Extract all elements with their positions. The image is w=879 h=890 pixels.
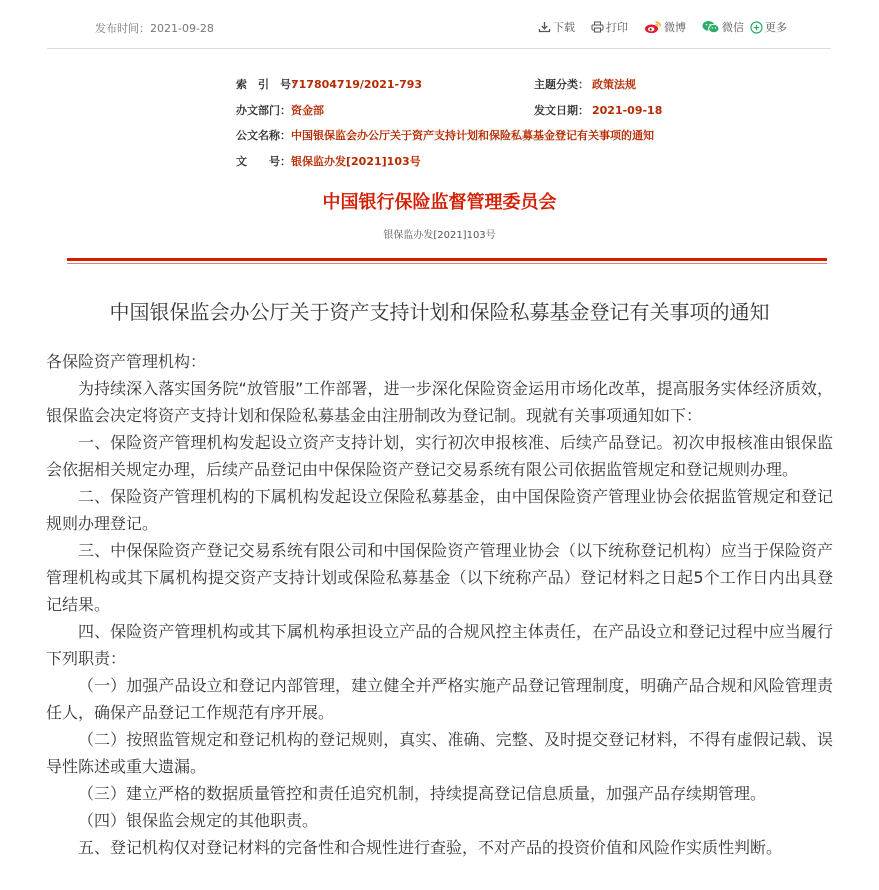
meta-label: 公文名称： (236, 129, 291, 142)
meta-value: 资金部 (291, 104, 324, 117)
issuing-organization: 中国银行保险监督管理委员会 (322, 192, 557, 213)
meta-value: 717804719/2021-793 (291, 78, 423, 91)
body-paragraph: 三、中保保险资产登记交易系统有限公司和中国保险资产管理业协会（以下统称登记机构）应当于保险资产管理机构或其下属机构提交资产支持计划或保险私募基金（以下统称产品）登记材料之日起5个工作日内出具登记结果。 (46, 541, 833, 614)
download-label: 下载 (553, 21, 575, 34)
publish-time: 发布时间：2021-09-28 (95, 22, 214, 35)
meta-label: 办文部门： (236, 104, 291, 117)
meta-issue-date (534, 102, 662, 118)
salutation: 各保险资产管理机构： (46, 352, 207, 371)
red-divider-thin (67, 263, 827, 264)
document-number: 银保监办发[2021]103号 (383, 230, 496, 241)
top-bar (47, 0, 831, 49)
more-share-button[interactable] (750, 19, 787, 35)
wechat-icon (702, 20, 720, 34)
weibo-icon (644, 20, 662, 34)
body-paragraph: 四、保险资产管理机构或其下属机构承担设立产品的合规风控主体责任，在产品设立和登记过程中应当履行下列职责： (46, 622, 833, 668)
meta-document-number (236, 153, 421, 169)
meta-index-number (236, 76, 422, 92)
wechat-share-button[interactable] (702, 19, 744, 35)
print-icon (591, 21, 604, 33)
tool-bar (522, 19, 787, 35)
body-paragraph: 一、保险资产管理机构发起设立资产支持计划，实行初次申报核准、后续产品登记。初次申报核准由银保监会依据相关规定办理，后续产品登记由中保保险资产登记交易系统有限公司依据监管规定和登记规则办理。 (46, 433, 833, 479)
meta-value: 银保监办发[2021]103号 (291, 155, 421, 168)
download-button[interactable] (538, 19, 575, 35)
body-paragraph: （一）加强产品设立和登记内部管理，建立健全并严格实施产品登记管理制度，明确产品合规和风险管理责任人，确保产品登记工作规范有序开展。 (46, 676, 833, 722)
meta-value: 政策法规 (592, 78, 636, 91)
meta-value: 中国银保监会办公厅关于资产支持计划和保险私募基金登记有关事项的通知 (291, 129, 654, 142)
red-divider (67, 258, 827, 261)
print-button[interactable] (591, 19, 628, 35)
body-paragraph: 二、保险资产管理机构的下属机构发起设立保险私募基金，由中国保险资产管理业协会依据监管规定和登记规则办理登记。 (46, 487, 833, 533)
more-label: 更多 (765, 21, 787, 34)
body-paragraph: （二）按照监管规定和登记机构的登记规则，真实、准确、完整、及时提交登记材料，不得有虚假记载、误导性陈述或重大遗漏。 (46, 730, 833, 776)
meta-document-name (236, 127, 654, 143)
document-title: 中国银保监会办公厅关于资产支持计划和保险私募基金登记有关事项的通知 (109, 300, 770, 324)
document-body (46, 348, 833, 861)
weibo-share-button[interactable] (644, 19, 686, 35)
body-paragraph: 为持续深入落实国务院“放管服”工作部署，进一步深化保险资金运用市场化改革，提高服务实体经济质效，银保监会决定将资产支持计划和保险私募基金由注册制改为登记制。现就有关事项通知如下： (46, 379, 833, 425)
meta-department (236, 102, 324, 118)
download-icon (538, 21, 551, 33)
meta-category (534, 76, 636, 92)
wechat-label: 微信 (722, 21, 744, 34)
body-paragraph: （三）建立严格的数据质量管控和责任追究机制，持续提高登记信息质量，加强产品存续期管理。 (78, 784, 767, 803)
plus-circle-icon (750, 21, 763, 34)
meta-label: 文 号： (236, 155, 291, 168)
body-paragraph: （四）银保监会规定的其他职责。 (78, 811, 319, 830)
meta-label: 主题分类： (534, 78, 589, 91)
weibo-label: 微博 (664, 21, 686, 34)
meta-value: 2021-09-18 (592, 104, 663, 117)
print-label: 打印 (606, 21, 628, 34)
meta-label: 发文日期： (534, 104, 589, 117)
meta-label: 索 引 号： (236, 78, 302, 91)
body-paragraph: 五、登记机构仅对登记材料的完备性和合规性进行查验，不对产品的投资价值和风险作实质性判断。 (78, 838, 783, 857)
